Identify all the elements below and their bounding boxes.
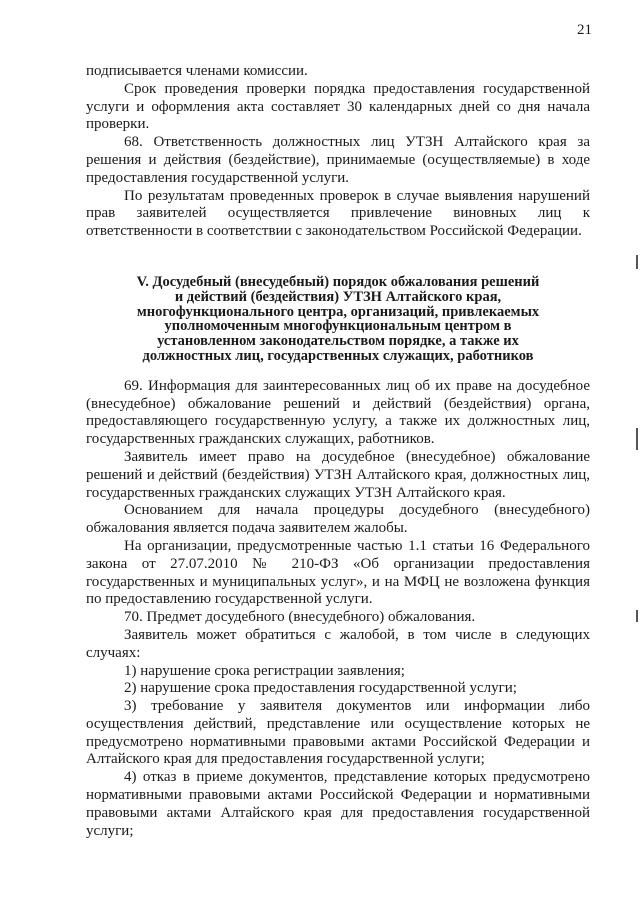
paragraph-continuation: подписывается членами комиссии.	[86, 63, 308, 79]
paragraph-appeal-right: Заявитель имеет право на досудебное (внесудебное) обжалование решений и действий (бездействия) УТЗН Алтайского края, должностных лиц, государственных гражданских служащих УТЗН Алтайского края.	[86, 448, 590, 501]
list-item: 4) отказ в приеме документов, представление которых предусмотрено нормативными правовыми актами Российской Федерации и нормативными правовыми актами Алтайского края для предоставления государственной услуги;	[86, 769, 590, 839]
heading-line: V. Досудебный (внесудебный) порядок обжалования решений	[136, 273, 540, 290]
scan-edge-mark	[636, 255, 638, 269]
scan-edge-mark	[636, 610, 638, 622]
section-heading	[86, 275, 590, 364]
paragraph-68: 68. Ответственность должностных лиц УТЗН Алтайского края за решения и действия (бездействие), принимаемые (осуществляемые) в ходе предоставления государственной услуги.	[86, 134, 590, 186]
document-body	[86, 63, 590, 840]
paragraph-inspection-results: По результатам проведенных проверок в случае выявления нарушений прав заявителей осуществляется привлечение виновных лиц к ответственности в соответствии с законодательством Российской Федерации.	[86, 187, 590, 240]
paragraph-cases-intro: Заявитель может обратиться с жалобой, в том числе в следующих случаях:	[86, 626, 590, 661]
heading-line: и действий (бездействия) УТЗН Алтайского края,	[174, 288, 502, 305]
list-item: 2) нарушение срока предоставления государственной услуги;	[124, 680, 517, 697]
list-item: 1) нарушение срока регистрации заявления;	[124, 662, 405, 679]
paragraph-appeal-basis: Основанием для начала процедуры досудебного (внесудебного) обжалования является подача заявителем жалобы.	[86, 502, 590, 537]
paragraph-inspection-term: Срок проведения проверки порядка предоставления государственной услуги и оформления акта составляет 30 календарных дней со дня начала проверки.	[86, 80, 590, 133]
scan-edge-mark	[636, 428, 638, 450]
page-number: 21	[577, 22, 592, 38]
paragraph-70: 70. Предмет досудебного (внесудебного) обжалования.	[124, 609, 476, 626]
heading-line: уполномоченным многофункциональным центром в	[164, 318, 512, 335]
heading-line: многофункционального центра, организаций, привлекаемых	[136, 303, 540, 320]
heading-line: установленном законодательством порядке, а также их	[157, 333, 519, 350]
paragraph-organizations: На организации, предусмотренные частью 1.1 статьи 16 Федерального закона от 27.07.2010 № 210-ФЗ «Об организации предоставления государственных и муниципальных услуг», и на МФЦ не возложена функция по предоставлению государственной услуги.	[86, 537, 590, 608]
paragraph-69: 69. Информация для заинтересованных лиц об их праве на досудебное (внесудебное) обжалование решений и действий (бездействия) органа, предоставляющего государственную услугу, а также их должностных лиц, государственных гражданских служащих, работников.	[86, 377, 590, 448]
list-item: 3) требование у заявителя документов или информации либо осуществления действий, представление или осуществление которых не предусмотрено нормативными правовыми актами Российской Федерации и Алтайского края для предоставления государственной услуги;	[86, 698, 590, 768]
heading-line: должностных лиц, государственных служащих, работников	[142, 347, 534, 364]
